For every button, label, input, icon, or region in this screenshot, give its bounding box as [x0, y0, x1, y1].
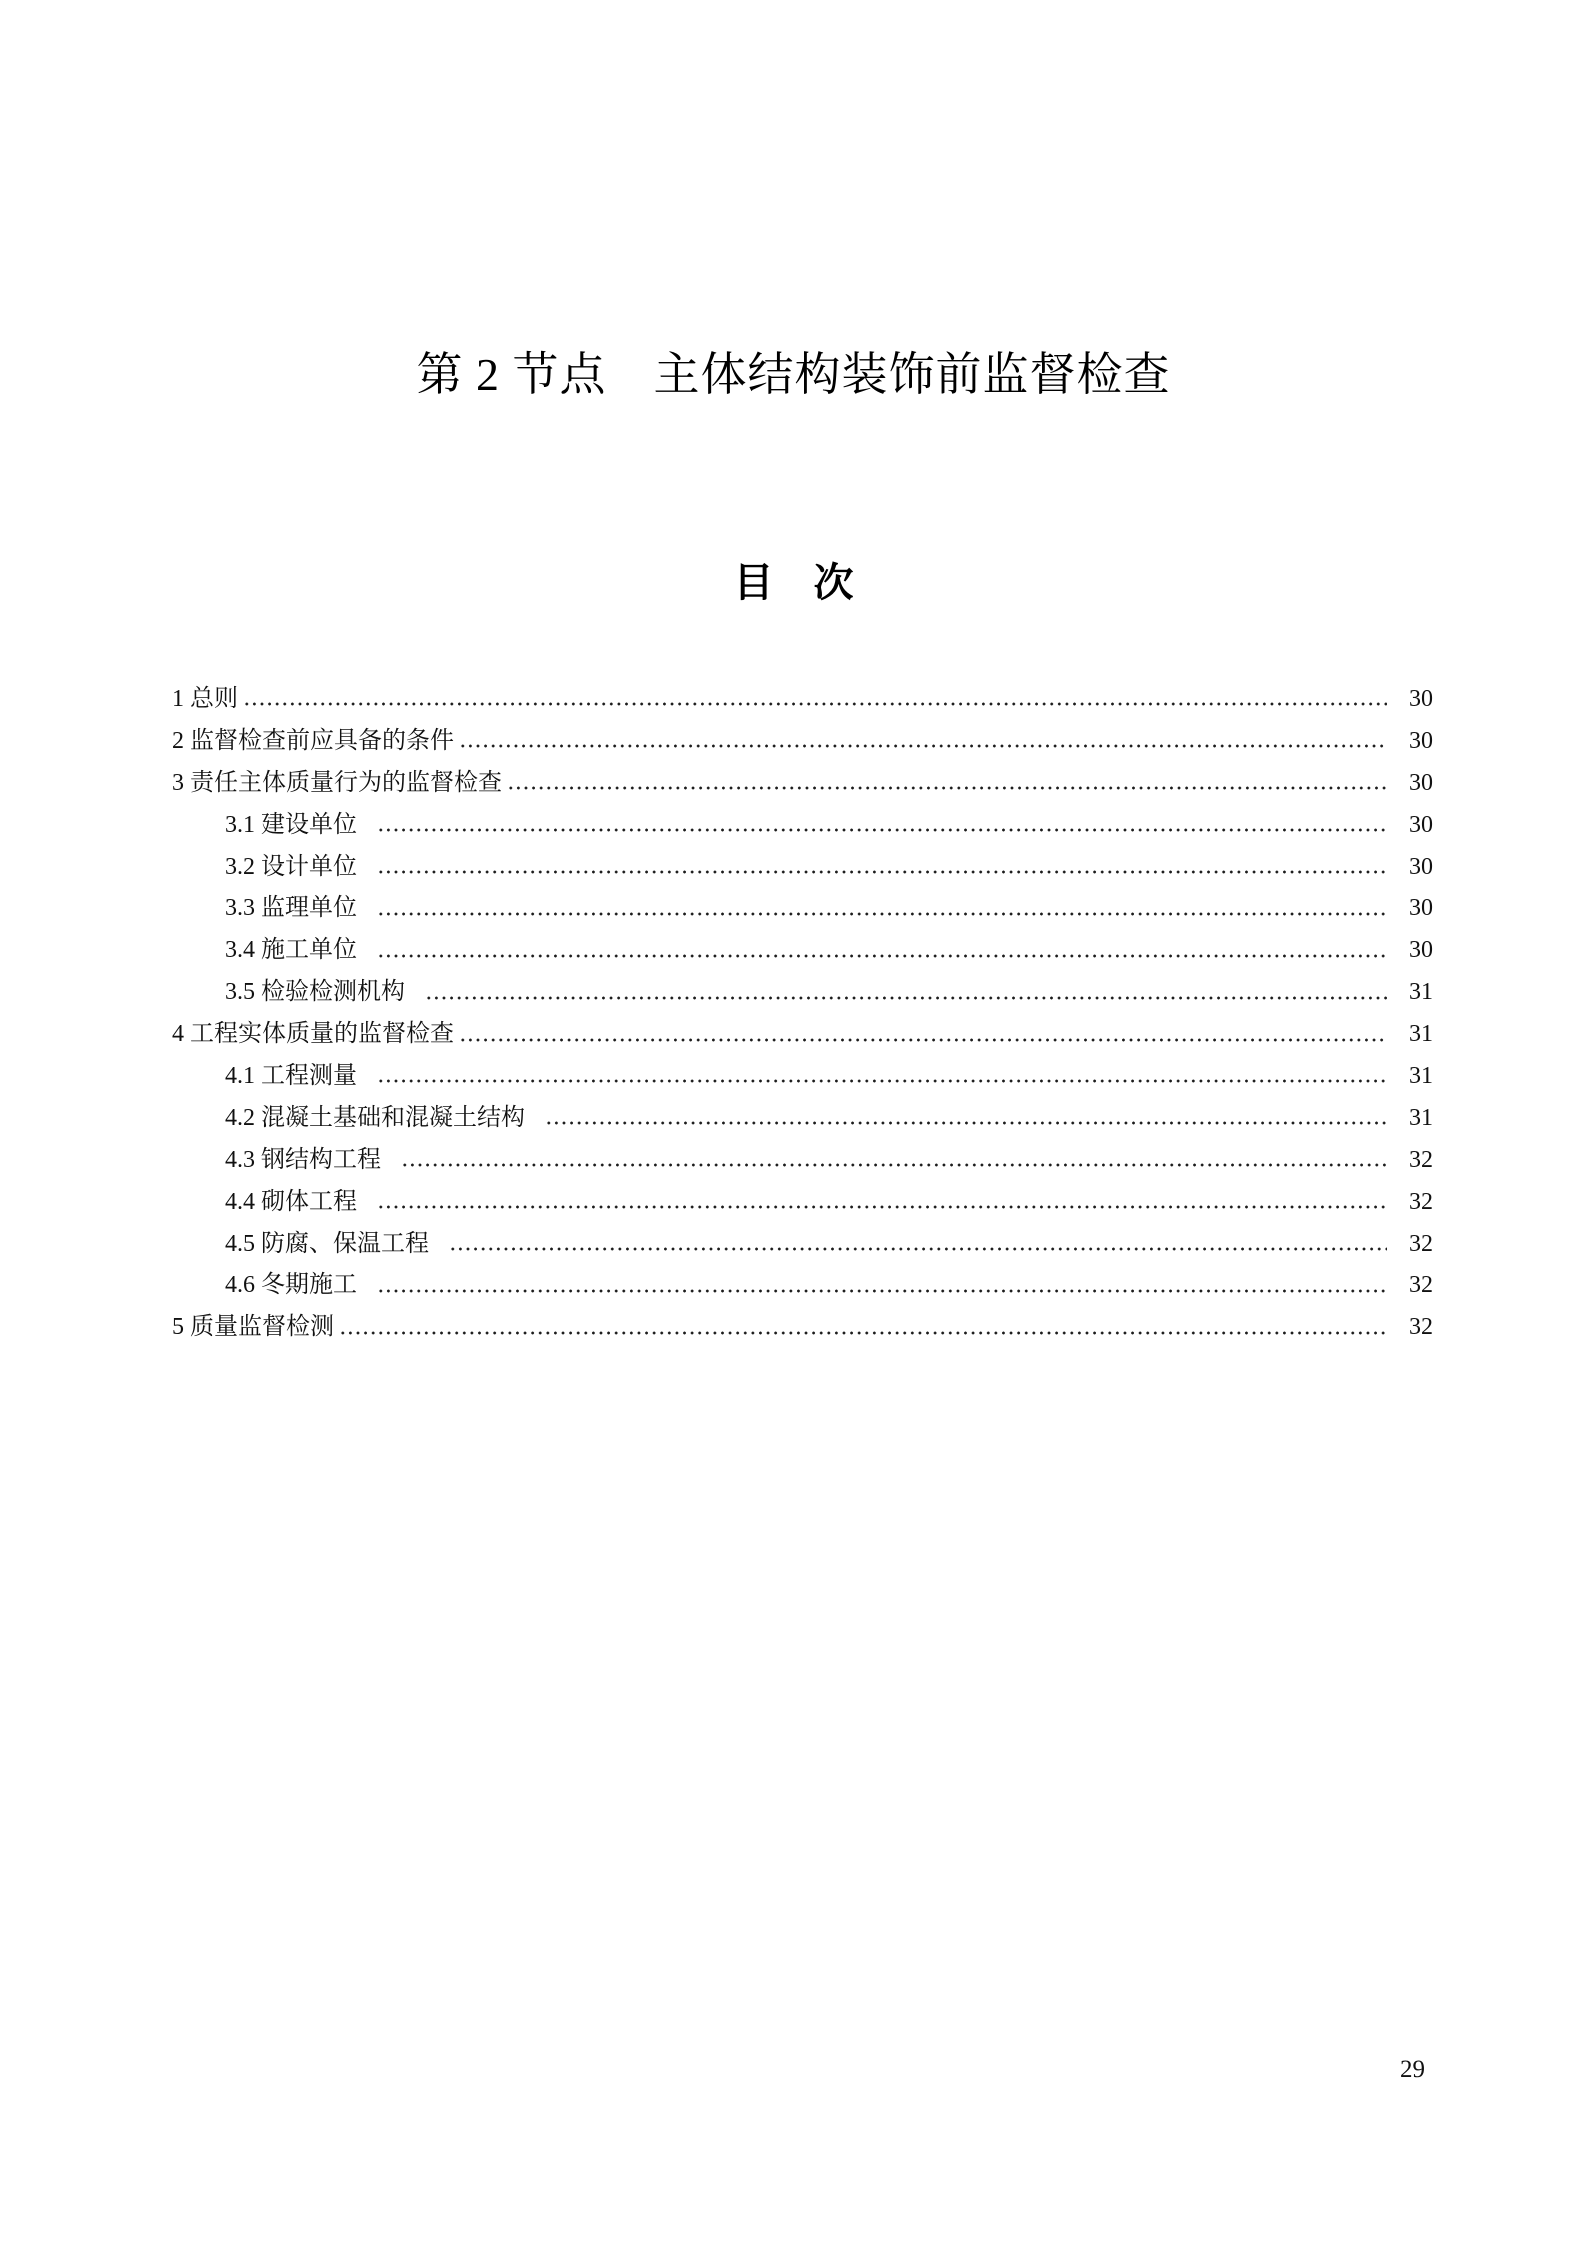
toc-page-number: 31: [1409, 1021, 1433, 1048]
dot-leader: [459, 744, 1387, 748]
dot-leader: [425, 996, 1387, 1000]
toc-page-number: 30: [1409, 895, 1433, 922]
dot-leader: [377, 1289, 1387, 1293]
toc-entry-label: 3.5 检验检测机构: [225, 979, 405, 1006]
toc-page-number: 32: [1409, 1188, 1433, 1215]
dot-leader: [377, 954, 1387, 958]
toc-entry: [172, 847, 1433, 889]
toc-page-number: 30: [1409, 937, 1433, 964]
toc-page-number: 30: [1409, 727, 1433, 754]
toc-page-number: 30: [1409, 811, 1433, 838]
toc-entry: [172, 972, 1433, 1014]
toc-page-number: 31: [1409, 1104, 1433, 1131]
toc-entry-label: 4.3 钢结构工程: [225, 1146, 381, 1173]
toc-entry-label: 3 责任主体质量行为的监督检查: [172, 769, 502, 796]
dot-leader: [401, 1163, 1387, 1167]
dot-leader: [377, 870, 1387, 874]
toc-page-number: 31: [1409, 979, 1433, 1006]
dot-leader: [449, 1247, 1387, 1251]
dot-leader: [377, 912, 1387, 916]
toc-page-number: 30: [1409, 686, 1433, 712]
toc-entry: [172, 930, 1433, 972]
toc-entry: [172, 1182, 1433, 1224]
toc-entry: [172, 679, 1433, 721]
toc-page-number: 30: [1409, 853, 1433, 880]
toc-entry: [172, 721, 1433, 763]
toc-entry: [172, 1224, 1433, 1266]
toc-entry: [172, 1307, 1433, 1349]
toc-entry-label: 3.1 建设单位: [225, 811, 357, 838]
page-title: 第 2 节点 主体结构装饰前监督检查: [416, 349, 1171, 400]
toc-entry: [172, 1140, 1433, 1182]
toc-entry-label: 4.2 混凝土基础和混凝土结构: [225, 1104, 525, 1131]
contents-heading: 目 次: [733, 561, 854, 605]
toc-page-number: 32: [1409, 1146, 1433, 1173]
table-of-contents: [172, 679, 1433, 1349]
toc-entry-label: 5 质量监督检测: [172, 1314, 334, 1341]
toc-entry: [172, 763, 1433, 805]
toc-entry-label: 4.1 工程测量: [225, 1063, 357, 1090]
dot-leader: [545, 1121, 1387, 1125]
toc-entry-label: 1 总则: [172, 686, 238, 712]
dot-leader: [243, 702, 1387, 706]
dot-leader: [459, 1038, 1387, 1042]
toc-entry: [172, 888, 1433, 930]
dot-leader: [377, 828, 1387, 832]
toc-entry: [172, 1014, 1433, 1056]
toc-entry-label: 4.5 防腐、保温工程: [225, 1230, 429, 1257]
toc-entry-label: 3.2 设计单位: [225, 853, 357, 880]
toc-page-number: 31: [1409, 1063, 1433, 1090]
folio-page-number: 29: [1400, 2056, 1425, 2083]
dot-leader: [377, 1079, 1387, 1083]
toc-entry: [172, 1265, 1433, 1307]
toc-entry: [172, 805, 1433, 847]
dot-leader: [507, 786, 1387, 790]
toc-entry-label: 3.3 监理单位: [225, 895, 357, 922]
toc-entry-label: 4.4 砌体工程: [225, 1188, 357, 1215]
toc-entry-label: 4 工程实体质量的监督检查: [172, 1021, 454, 1048]
toc-page-number: 32: [1409, 1230, 1433, 1257]
dot-leader: [339, 1331, 1387, 1335]
toc-entry-label: 2 监督检查前应具备的条件: [172, 727, 454, 754]
toc-entry: [172, 1098, 1433, 1140]
dot-leader: [377, 1205, 1387, 1209]
toc-entry-label: 4.6 冬期施工: [225, 1272, 357, 1299]
toc-page-number: 32: [1409, 1314, 1433, 1341]
toc-entry: [172, 1056, 1433, 1098]
toc-entry-label: 3.4 施工单位: [225, 937, 357, 964]
toc-page-number: 32: [1409, 1272, 1433, 1299]
toc-page-number: 30: [1409, 769, 1433, 796]
